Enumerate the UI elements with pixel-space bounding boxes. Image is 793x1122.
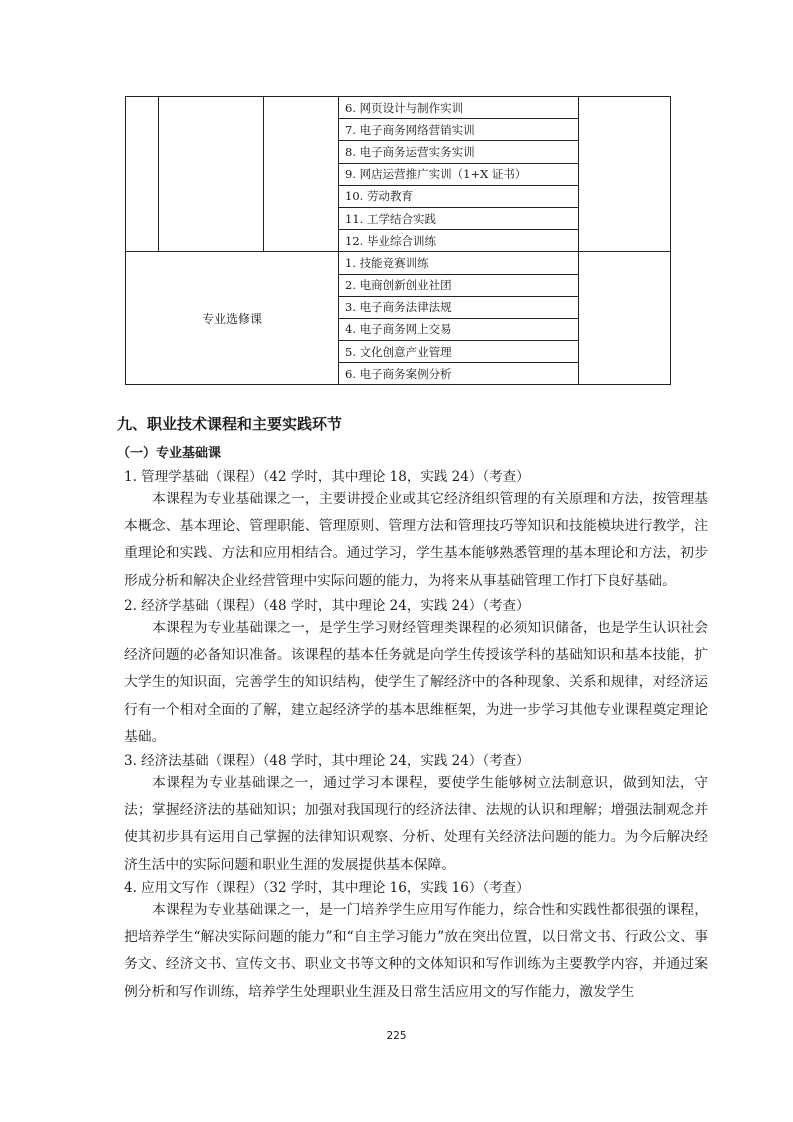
table-cell-blank bbox=[579, 252, 671, 385]
course-description: 本课程为专业基础课之一，是一门培养学生应用写作能力，综合性和实践性都很强的课程，把培养学生“解决实际问题的能力”和“自主学习能力”放在突出位置，以日常文书、行政公文、事务文、经济文书、宣传文书、职业文书等文种的文体知识和写作训练为主要教学内容，并通过案例分析和写作训练，培养学生处理职业生涯及日常生活应用文的写作能力，激发学生 bbox=[124, 902, 708, 1000]
practice-item: 11. 工学结合实践 bbox=[339, 207, 579, 229]
section-title: 九、职业技术课程和主要实践环节 bbox=[117, 415, 343, 433]
table-cell-blank bbox=[126, 97, 159, 252]
course-heading: 1. 管理学基础（课程）（42 学时，其中理论 18，实践 24）（考查） bbox=[124, 469, 530, 485]
elective-label: 专业选修课 bbox=[126, 252, 339, 385]
elective-item: 1. 技能竞赛训练 bbox=[339, 252, 579, 274]
practice-item: 7. 电子商务网络营销实训 bbox=[339, 119, 579, 141]
course-description: 本课程为专业基础课之一，通过学习本课程，要使学生能够树立法制意识，做到知法，守法；掌握经济法的基础知识；加强对我国现行的经济法律、法规的认识和理解；增强法制观念并使其初步具有运用自己掌握的法律知识观察、分析、处理有关经济法问题的能力。为今后解决经济生活中的实际问题和职业生涯的发展提供基本保障。 bbox=[124, 775, 708, 873]
practice-item: 8. 电子商务运营实务实训 bbox=[339, 141, 579, 163]
course-description: 本课程为专业基础课之一，主要讲授企业或其它经济组织管理的有关原理和方法，按管理基本概念、基本理论、管理职能、管理原则、管理方法和管理技巧等知识和技能模块进行教学，注重理论和实践、方法和应用相结合。通过学习，学生基本能够熟悉管理的基本理论和方法，初步形成分析和解决企业经营管理中实际问题的能力，为将来从事基础管理工作打下良好基础。 bbox=[124, 491, 708, 589]
table-cell-blank bbox=[264, 97, 339, 252]
page-number: 225 bbox=[386, 1030, 407, 1042]
course-description: 本课程为专业基础课之一，是学生学习财经管理类课程的必须知识储备，也是学生认识社会经济问题的必备知识准备。该课程的基本任务就是向学生传授该学科的基础知识和基本技能，扩大学生的知识面，完善学生的知识结构，使学生了解经济中的各种现象、关系和规律，对经济运行有一个相对全面的了解，建立起经济学的基本思维框架，为进一步学习其他专业课程奠定理论基础。 bbox=[124, 620, 708, 745]
elective-item: 3. 电子商务法律法规 bbox=[339, 296, 579, 318]
practice-item: 9. 网店运营推广实训（1+X 证书） bbox=[339, 163, 579, 185]
elective-item: 2. 电商创新创业社团 bbox=[339, 274, 579, 296]
table-cell-blank bbox=[579, 97, 671, 252]
practice-item: 10. 劳动教育 bbox=[339, 185, 579, 207]
table-cell-blank bbox=[159, 97, 264, 252]
elective-item: 5. 文化创意产业管理 bbox=[339, 341, 579, 363]
section-subtitle: （一）专业基础课 bbox=[117, 446, 222, 461]
elective-item: 4. 电子商务网上交易 bbox=[339, 318, 579, 340]
course-table bbox=[125, 96, 671, 385]
practice-item: 6. 网页设计与制作实训 bbox=[339, 97, 579, 119]
course-heading: 4. 应用文写作（课程）（32 学时，其中理论 16，实践 16）（考查） bbox=[124, 880, 530, 896]
course-heading: 2. 经济学基础（课程）（48 学时，其中理论 24，实践 24）（考查） bbox=[124, 598, 530, 614]
elective-item: 6. 电子商务案例分析 bbox=[339, 363, 579, 385]
course-heading: 3. 经济法基础（课程）（48 学时，其中理论 24，实践 24）（考查） bbox=[124, 753, 530, 769]
practice-item: 12. 毕业综合训练 bbox=[339, 230, 579, 252]
